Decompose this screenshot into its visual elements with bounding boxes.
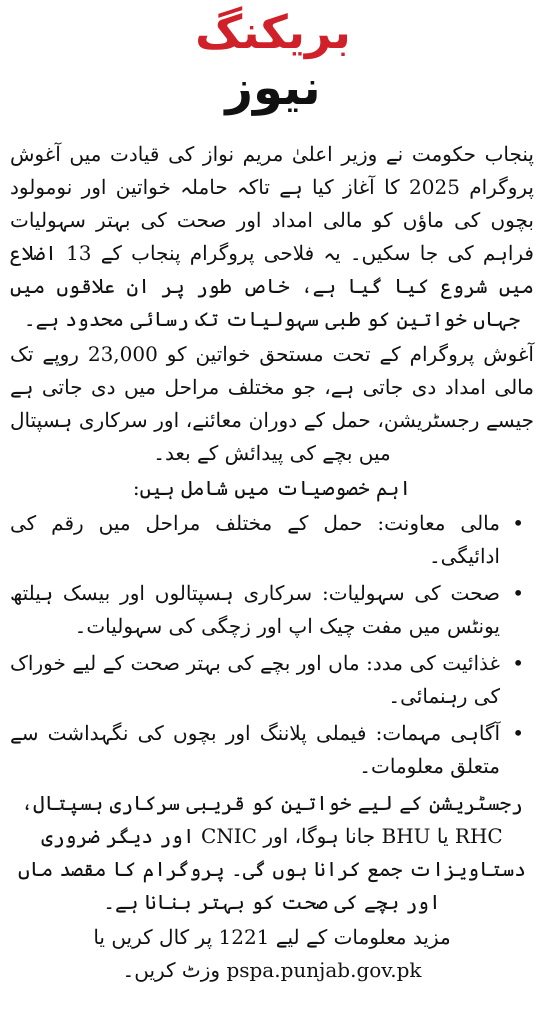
list-item: [10, 647, 524, 713]
bullet-icon: •: [512, 651, 524, 675]
bullet-icon: •: [512, 721, 524, 745]
feature-text: غذائیت کی مدد: ماں اور بچے کی بہتر صحت کے لیے خوراک کی رہنمائی۔: [10, 651, 500, 708]
heading-breaking: بریکنگ: [195, 5, 351, 59]
list-item: [10, 717, 524, 783]
article-body: [10, 138, 534, 989]
bullet-icon: •: [512, 511, 524, 535]
article-paragraph-contact: مزید معلومات کے لیے 1221 پر کال کریں یا pspa.punjab.gov.pk وزٹ کریں۔: [93, 925, 451, 982]
feature-text: مالی معاونت: حمل کے مختلف مراحل میں رقم کی ادائیگی۔: [10, 511, 500, 568]
feature-text: آگاہی مہمات: فیملی پلاننگ اور بچوں کی نگہداشت سے متعلق معلومات۔: [10, 721, 500, 778]
list-item: [10, 507, 524, 573]
heading-news: نیوز: [225, 60, 321, 116]
list-item: [10, 577, 524, 643]
features-list: [10, 507, 534, 783]
bullet-icon: •: [512, 581, 524, 605]
feature-text: صحت کی سہولیات: سرکاری ہسپتالوں اور بیسک ہیلتھ یونٹس میں مفت چیک اپ اور زچگی کی سہولیات۔: [10, 581, 500, 638]
article-paragraph-intro: پنجاب حکومت نے وزیر اعلیٰ مریم نواز کی قیادت میں آغوش پروگرام 2025 کا آغاز کیا ہے تاکہ حاملہ خواتین اور نومولود بچوں کی ماؤں کو مالی امداد اور صحت کی بہتر سہولیات فراہم کی جا سکیں۔ یہ فلاحی پروگرام پنجاب کے 13 اضلاع میں شروع کیا گیا ہے، خاص طور پر ان علاقوں میں جہاں خواتین کو طبی سہولیات تک رسائی محدود ہے۔: [10, 142, 534, 331]
article-paragraph-grant: آغوش پروگرام کے تحت مستحق خواتین کو 23,000 روپے تک مالی امداد دی جاتی ہے، جو مختلف مراحل میں دی جاتی ہے جیسے رجسٹریشن، حمل کے دوران معائنے، اور سرکاری ہسپتال میں بچے کی پیدائش کے بعد۔: [10, 342, 534, 465]
features-heading: اہم خصوصیات میں شامل ہیں:: [132, 476, 412, 500]
article-paragraph-registration: رجسٹریشن کے لیے خواتین کو قریبی سرکاری ہسپتال، RHC یا BHU جانا ہوگا، اور CNIC اور دیگر ضروری دستاویزات جمع کرانا ہوں گی۔ پروگرام کا مقصد ماں اور بچے کی صحت کو بہتر بنانا ہے۔: [18, 791, 526, 914]
